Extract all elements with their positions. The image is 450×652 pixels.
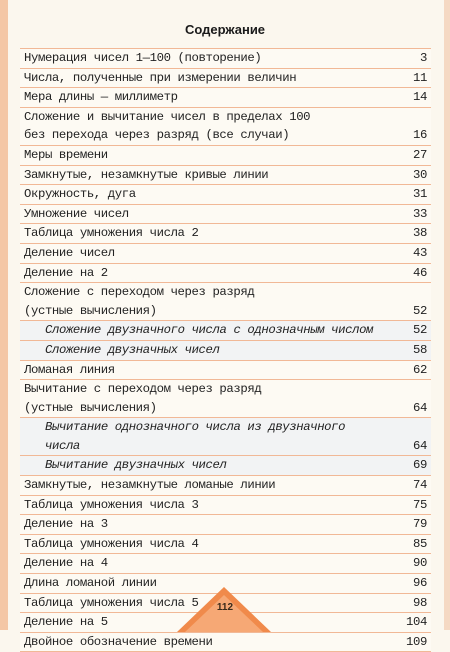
toc-line [24, 476, 427, 495]
toc-page-number: 96 [413, 576, 427, 591]
toc-entry-title: Деление на 5 [24, 615, 108, 630]
toc-entry [20, 69, 431, 89]
toc-line [24, 554, 427, 573]
toc-line [24, 283, 427, 302]
toc-entry [20, 535, 431, 555]
left-page-edge [0, 0, 8, 630]
table-of-contents [20, 48, 431, 652]
toc-entry-title: Замкнутые, незамкнутые ломаные линии [24, 478, 276, 493]
toc-page-number: 58 [413, 342, 427, 357]
toc-page-number: 16 [413, 128, 427, 143]
toc-entry [20, 476, 431, 496]
right-page-edge [444, 0, 450, 630]
toc-entry [20, 224, 431, 244]
toc-page-number: 30 [413, 167, 427, 182]
toc-line [24, 69, 427, 88]
toc-line [45, 456, 427, 475]
toc-line [24, 535, 427, 554]
toc-entry [20, 205, 431, 225]
toc-page-number: 46 [413, 265, 427, 280]
toc-entry-title: Вычитание двузначных чисел [45, 458, 227, 473]
toc-line [45, 418, 427, 437]
toc-entry-title: Числа, полученные при измерении величин [24, 70, 297, 85]
toc-page-number: 90 [413, 556, 427, 571]
toc-entry [20, 264, 431, 284]
toc-entry-title: Деление на 2 [24, 265, 108, 280]
toc-entry [20, 515, 431, 535]
toc-entry-title: Ломаная линия [24, 362, 115, 377]
toc-page-number: 64 [413, 438, 427, 453]
toc-entry-title: Замкнутые, незамкнутые кривые линии [24, 167, 269, 182]
toc-subentry [20, 456, 431, 476]
toc-page-number: 79 [413, 517, 427, 532]
toc-subentry [20, 341, 431, 361]
toc-line [24, 302, 427, 321]
toc-entry-title: Двойное обозначение времени [24, 634, 213, 649]
toc-line [24, 166, 427, 185]
toc-line [45, 321, 427, 340]
toc-entry [20, 283, 431, 321]
toc-entry-title: Мера длины — миллиметр [24, 90, 178, 105]
toc-entry-title: без перехода через разряд (все случаи) [24, 128, 290, 143]
toc-page-number: 43 [413, 245, 427, 260]
toc-line [24, 361, 427, 380]
toc-line [24, 49, 427, 68]
toc-page-number: 14 [413, 90, 427, 105]
toc-entry-title: Таблица умножения числа 4 [24, 536, 199, 551]
toc-entry-title: Сложение двузначного числа с однозначным числом [45, 323, 374, 338]
toc-page-number: 64 [413, 400, 427, 415]
toc-line [24, 146, 427, 165]
toc-entry-title: Вычитание однозначного числа из двузначного [45, 420, 346, 435]
toc-entry-title: Длина ломаной линии [24, 576, 157, 591]
toc-entry [20, 554, 431, 574]
toc-entry-title: (устные вычисления) [24, 303, 157, 318]
toc-line [24, 126, 427, 145]
toc-entry-title: Вычитание с переходом через разряд [24, 382, 262, 397]
page-title: Содержание [184, 22, 266, 37]
toc-entry [20, 496, 431, 516]
toc-page-number: 33 [413, 206, 427, 221]
toc-entry-title: числа [45, 438, 80, 453]
toc-entry-title: Сложение и вычитание чисел в пределах 100 [24, 109, 311, 124]
page-number: 112 [216, 602, 234, 613]
toc-page-number: 52 [413, 303, 427, 318]
toc-page-number: 85 [413, 536, 427, 551]
toc-line [24, 224, 427, 243]
toc-line [24, 205, 427, 224]
toc-entry-title: Сложение двузначных чисел [45, 342, 220, 357]
toc-entry-title: Таблица умножения числа 3 [24, 497, 199, 512]
toc-line [24, 88, 427, 107]
toc-line [24, 380, 427, 399]
toc-entry [20, 166, 431, 186]
toc-subentry [20, 418, 431, 456]
toc-page-number: 31 [413, 187, 427, 202]
toc-entry-title: Деление чисел [24, 245, 115, 260]
toc-page-number: 75 [413, 497, 427, 512]
toc-page-number: 104 [406, 615, 427, 630]
toc-entry-title: (устные вычисления) [24, 400, 157, 415]
toc-line [24, 264, 427, 283]
toc-line [24, 244, 427, 263]
toc-page-number: 109 [406, 634, 427, 649]
toc-entry [20, 108, 431, 146]
toc-entry [20, 49, 431, 69]
toc-entry-title: Деление на 4 [24, 556, 108, 571]
toc-page-number: 69 [413, 458, 427, 473]
toc-entry [20, 146, 431, 166]
toc-line [24, 633, 427, 652]
toc-entry [20, 380, 431, 418]
toc-entry [20, 244, 431, 264]
toc-line [24, 515, 427, 534]
toc-page-number: 38 [413, 226, 427, 241]
toc-page-number: 27 [413, 147, 427, 162]
toc-entry-title: Деление на 3 [24, 517, 108, 532]
toc-entry-title: Меры времени [24, 147, 108, 162]
toc-entry-title: Нумерация чисел 1—100 (повторение) [24, 51, 262, 65]
toc-line [24, 108, 427, 127]
toc-entry-title: Умножение чисел [24, 206, 129, 221]
toc-entry-title: Сложение с переходом через разряд [24, 285, 255, 300]
toc-line [24, 496, 427, 515]
toc-entry-title: Таблица умножения числа 5 [24, 595, 199, 610]
toc-subentry [20, 321, 431, 341]
toc-entry-title: Таблица умножения числа 2 [24, 226, 199, 241]
toc-page-number: 62 [413, 362, 427, 377]
toc-entry [20, 633, 431, 652]
toc-entry [20, 185, 431, 205]
toc-entry-title: Окружность, дуга [24, 187, 136, 202]
toc-page-number: 52 [413, 323, 427, 338]
toc-line [24, 399, 427, 418]
toc-page-number: 11 [413, 70, 427, 85]
toc-line [24, 185, 427, 204]
toc-line [45, 437, 427, 456]
toc-entry [20, 88, 431, 108]
toc-page-number: 74 [413, 478, 427, 493]
toc-page-number: 98 [413, 595, 427, 610]
toc-line [45, 341, 427, 360]
toc-entry [20, 361, 431, 381]
toc-page-number: 3 [420, 51, 427, 65]
